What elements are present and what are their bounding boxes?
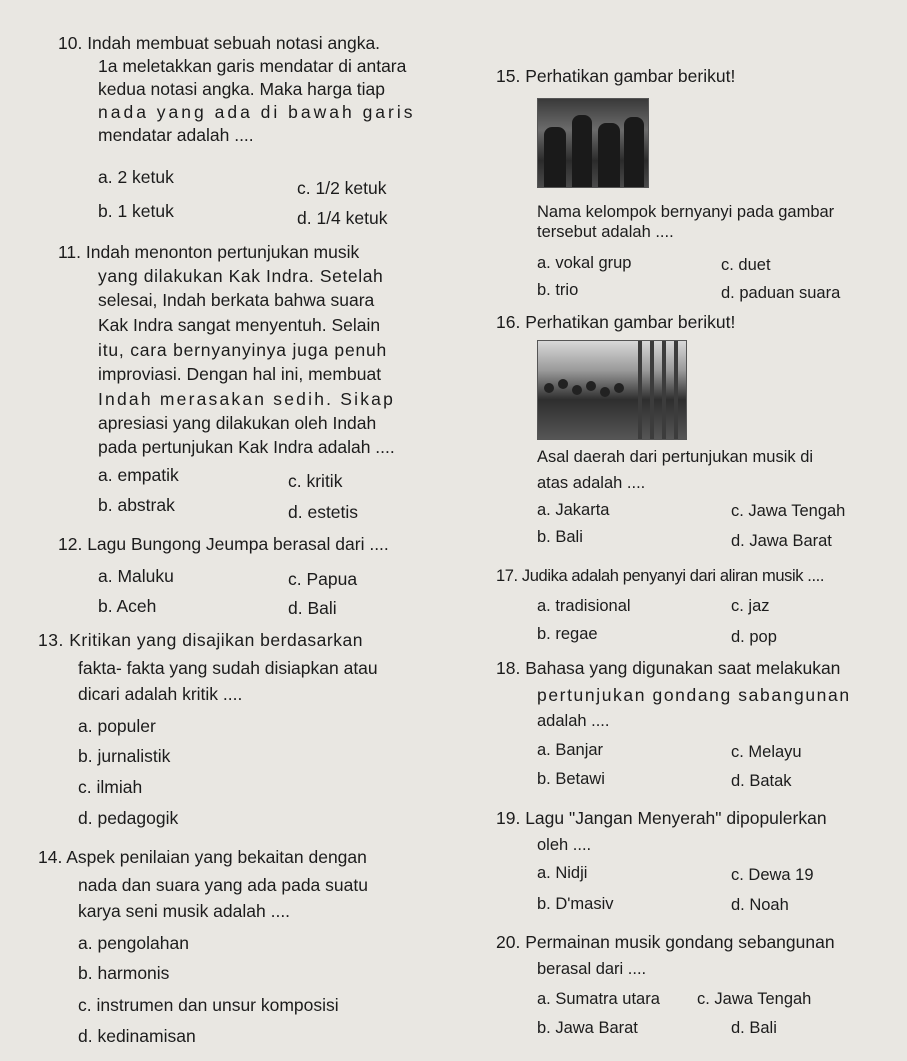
q14-line-2: nada dan suara yang ada pada suatu — [78, 875, 368, 895]
q11-option-d[interactable]: d. estetis — [288, 502, 359, 522]
q14-option-a[interactable]: a. pengolahan — [78, 933, 189, 953]
q10-option-d[interactable]: d. 1/4 ketuk — [297, 208, 388, 228]
q12-option-c[interactable]: c. Papua — [288, 569, 358, 589]
q13-line-1: 13. Kritikan yang disajikan berdasarkan — [38, 630, 363, 650]
q14-option-c[interactable]: c. instrumen dan unsur komposisi — [78, 995, 339, 1015]
q13-option-d[interactable]: d. pedagogik — [78, 808, 179, 828]
q10-line-4: nada yang ada di bawah garis — [98, 102, 416, 122]
q11-line-5: itu, cara bernyanyinya juga penuh — [98, 340, 388, 360]
q11-line-1: 11. Indah menonton pertunjukan musik — [58, 242, 360, 262]
q19-line-2: oleh .... — [537, 836, 592, 854]
q14-line-1: 14. Aspek penilaian yang bekaitan dengan — [38, 847, 367, 867]
q17-line-1: 17. Judika adalah penyanyi dari aliran musik .... — [496, 567, 825, 585]
q12-line-1: 12. Lagu Bungong Jeumpa berasal dari .... — [58, 534, 389, 554]
q11-line-6: improviasi. Dengan hal ini, membuat — [98, 364, 382, 384]
q19-option-a[interactable]: a. Nidji — [537, 864, 588, 882]
q11-line-8: apresiasi yang dilakukan oleh Indah — [98, 413, 377, 433]
q17-option-a[interactable]: a. tradisional — [537, 597, 631, 615]
q15-caption-2: tersebut adalah .... — [537, 223, 674, 241]
q18-option-b[interactable]: b. Betawi — [537, 770, 605, 788]
q14-option-b[interactable]: b. harmonis — [78, 963, 170, 983]
q16-option-c[interactable]: c. Jawa Tengah — [731, 502, 846, 520]
q19-option-d[interactable]: d. Noah — [731, 896, 789, 914]
q16-option-a[interactable]: a. Jakarta — [537, 501, 610, 519]
q20-option-b[interactable]: b. Jawa Barat — [537, 1019, 638, 1037]
q13-option-a[interactable]: a. populer — [78, 716, 156, 736]
q20-line-1: 20. Permainan musik gondang sebangunan — [496, 932, 835, 952]
q20-line-2: berasal dari .... — [537, 960, 647, 978]
q18-option-a[interactable]: a. Banjar — [537, 741, 604, 759]
q13-option-c[interactable]: c. ilmiah — [78, 777, 143, 797]
q11-line-2: yang dilakukan Kak Indra. Setelah — [98, 266, 384, 286]
q12-option-b[interactable]: b. Aceh — [98, 596, 157, 616]
q15-option-b[interactable]: b. trio — [537, 281, 579, 299]
q18-option-d[interactable]: d. Batak — [731, 772, 792, 790]
q16-performance-photo — [537, 340, 687, 440]
q13-line-2: fakta- fakta yang sudah disiapkan atau — [78, 658, 378, 678]
q15-choir-photo — [537, 98, 649, 188]
q20-option-c[interactable]: c. Jawa Tengah — [697, 990, 812, 1008]
q19-option-c[interactable]: c. Dewa 19 — [731, 866, 814, 884]
q13-line-3: dicari adalah kritik .... — [78, 684, 243, 704]
q16-option-d[interactable]: d. Jawa Barat — [731, 532, 832, 550]
q10-line-2: 1a meletakkan garis mendatar di antara — [98, 56, 407, 76]
q10-option-c[interactable]: c. 1/2 ketuk — [297, 178, 387, 198]
q20-option-d[interactable]: d. Bali — [731, 1019, 777, 1037]
q17-option-d[interactable]: d. pop — [731, 628, 777, 646]
q19-option-b[interactable]: b. D'masiv — [537, 895, 614, 913]
q15-option-d[interactable]: d. paduan suara — [721, 284, 841, 302]
q17-option-b[interactable]: b. regae — [537, 625, 598, 643]
q10-option-a[interactable]: a. 2 ketuk — [98, 167, 174, 187]
q11-line-9: pada pertunjukan Kak Indra adalah .... — [98, 437, 395, 457]
q10-line-1: 10. Indah membuat sebuah notasi angka. — [58, 33, 381, 53]
q20-option-a[interactable]: a. Sumatra utara — [537, 990, 660, 1008]
q15-option-a[interactable]: a. vokal grup — [537, 254, 632, 272]
q17-option-c[interactable]: c. jaz — [731, 597, 770, 615]
q12-option-a[interactable]: a. Maluku — [98, 566, 174, 586]
q10-line-5: mendatar adalah .... — [98, 125, 254, 145]
q16-option-b[interactable]: b. Bali — [537, 528, 583, 546]
q11-line-7: Indah merasakan sedih. Sikap — [98, 389, 396, 409]
q15-caption-1: Nama kelompok bernyanyi pada gambar — [537, 203, 835, 221]
q14-option-d[interactable]: d. kedinamisan — [78, 1026, 196, 1046]
q15-line-1: 15. Perhatikan gambar berikut! — [496, 66, 736, 86]
q11-option-c[interactable]: c. kritik — [288, 471, 343, 491]
q11-option-a[interactable]: a. empatik — [98, 465, 179, 485]
q18-line-1: 18. Bahasa yang digunakan saat melakukan — [496, 658, 841, 678]
q14-line-3: karya seni musik adalah .... — [78, 901, 291, 921]
q16-caption-2: atas adalah .... — [537, 474, 646, 492]
q11-line-4: Kak Indra sangat menyentuh. Selain — [98, 315, 381, 335]
q12-option-d[interactable]: d. Bali — [288, 598, 337, 618]
q16-caption-1: Asal daerah dari pertunjukan musik di — [537, 448, 814, 466]
q15-option-c[interactable]: c. duet — [721, 256, 771, 274]
q10-line-3: kedua notasi angka. Maka harga tiap — [98, 79, 385, 99]
q10-option-b[interactable]: b. 1 ketuk — [98, 201, 174, 221]
q11-option-b[interactable]: b. abstrak — [98, 495, 175, 515]
q18-line-2: pertunjukan gondang sabangunan — [537, 685, 851, 705]
q19-line-1: 19. Lagu "Jangan Menyerah" dipopulerkan — [496, 808, 827, 828]
q11-line-3: selesai, Indah berkata bahwa suara — [98, 290, 375, 310]
q18-line-3: adalah .... — [537, 712, 610, 730]
q18-option-c[interactable]: c. Melayu — [731, 743, 802, 761]
q13-option-b[interactable]: b. jurnalistik — [78, 746, 171, 766]
q16-line-1: 16. Perhatikan gambar berikut! — [496, 312, 736, 332]
